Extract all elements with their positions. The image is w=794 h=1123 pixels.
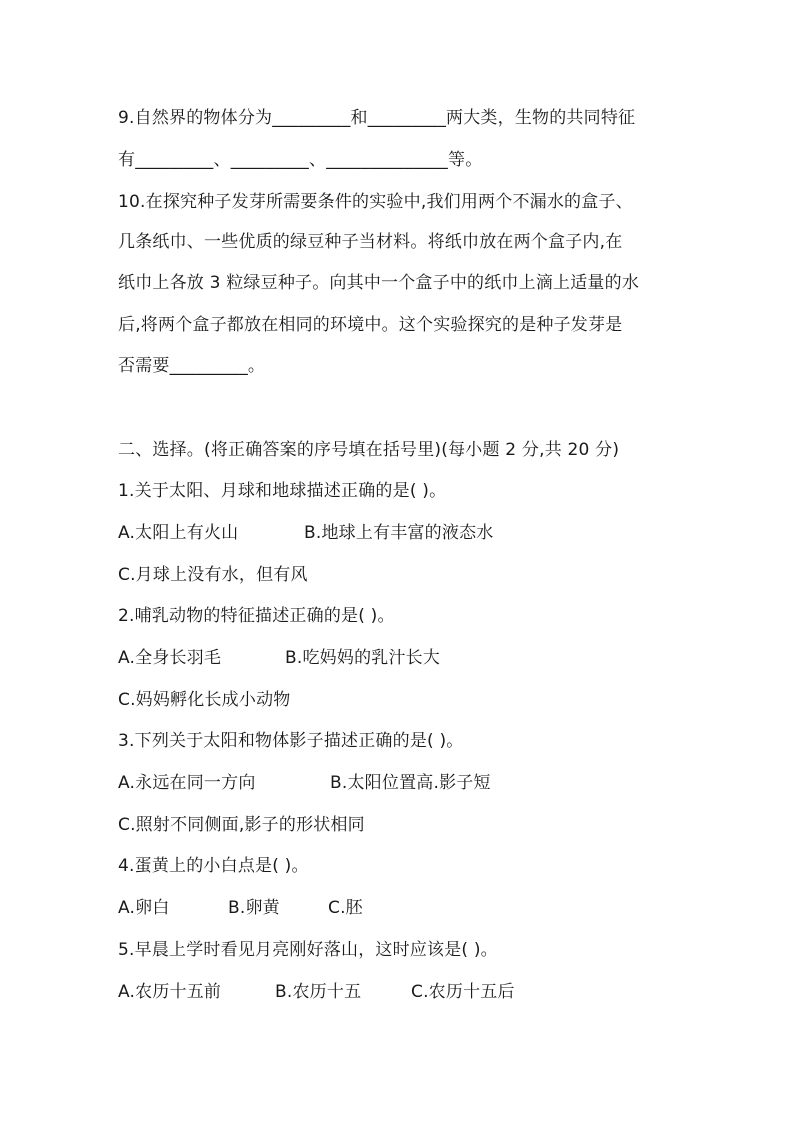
q4-options-row (118, 896, 363, 920)
choice-section-heading: 二、选择。(将正确答案的序号填在括号里)(每小题 2 分,共 20 分) (118, 440, 620, 460)
q2-option-c: C.妈妈孵化长成小动物 (118, 690, 291, 710)
q2-option-a: A.全身长羽毛 (118, 648, 222, 668)
q10-line-4: 后,将两个盒子都放在相同的环境中。这个实验探究的是种子发芽是 (118, 315, 623, 335)
q10-line-2: 几条纸巾、一些优质的绿豆种子当材料。将纸巾放在两个盒子内,在 (118, 232, 623, 252)
q5-options-row (118, 980, 515, 1004)
q1-option-b: B.地球上有丰富的液态水 (304, 523, 494, 543)
q1-options-row (118, 521, 493, 545)
q4-option-c: C.胚 (328, 898, 363, 918)
q9-line-2: 有_________、_________、______________等。 (118, 150, 483, 170)
q4-stem: 4.蛋黄上的小白点是( )。 (118, 856, 309, 876)
q1-option-c: C.月球上没有水，但有风 (118, 565, 308, 585)
q10-line-3: 纸巾上各放 3 粒绿豆种子。向其中一个盒子中的纸巾上滴上适量的水 (118, 273, 640, 293)
q3-option-c: C.照射不同侧面,影子的形状相同 (118, 815, 365, 835)
q1-option-a: A.太阳上有火山 (118, 523, 239, 543)
q4-option-b: B.卵黄 (228, 898, 280, 918)
q10-line-1: 10.在探究种子发芽所需要条件的实验中,我们用两个不漏水的盒子、 (118, 192, 633, 212)
q3-stem: 3.下列关于太阳和物体影子描述正确的是( )。 (118, 731, 464, 751)
q2-option-b: B.吃妈妈的乳汁长大 (285, 648, 441, 668)
q4-option-a: A.卵白 (118, 898, 170, 918)
q2-stem: 2.哺乳动物的特征描述正确的是( )。 (118, 606, 395, 626)
q10-line-5: 否需要_________。 (118, 356, 266, 376)
q1-stem: 1.关于太阳、月球和地球描述正确的是( )。 (118, 481, 447, 501)
q3-option-a: A.永远在同一方向 (118, 773, 256, 793)
q2-options-row (118, 646, 440, 670)
q5-option-c: C.农历十五后 (411, 982, 515, 1002)
q3-options-row (118, 771, 491, 795)
q5-option-b: B.农历十五 (275, 982, 362, 1002)
q3-option-b: B.太阳位置高.影子短 (330, 773, 491, 793)
q5-stem: 5.早晨上学时看见月亮刚好落山，这时应该是( )。 (118, 940, 498, 960)
q5-option-a: A.农历十五前 (118, 982, 222, 1002)
q9-line-1: 9.自然界的物体分为_________和_________两大类，生物的共同特征 (118, 108, 636, 128)
